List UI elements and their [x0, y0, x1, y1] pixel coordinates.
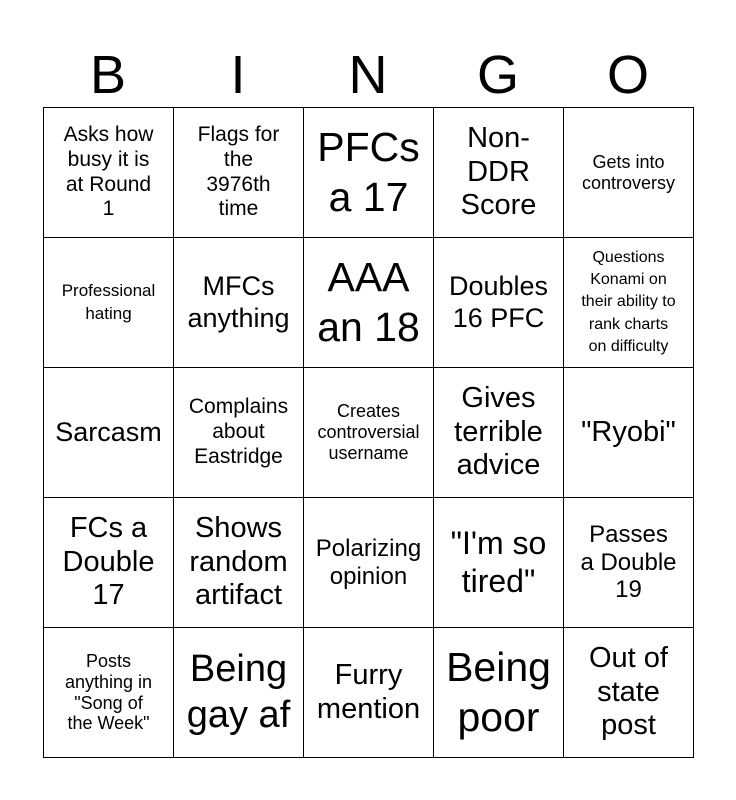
header-letter-g: G [476, 45, 519, 105]
bingo-cell-0-3: Non- DDR Score [434, 108, 564, 238]
bingo-cell-0-0: Asks how busy it is at Round 1 [44, 108, 174, 238]
header-letter-n: N [348, 45, 388, 105]
bingo-cell-3-1: Shows random artifact [174, 498, 304, 628]
header-letter-o: O [606, 45, 649, 105]
bingo-cell-0-4: Gets into controversy [564, 108, 694, 238]
bingo-cell-4-4: Out of state post [564, 628, 694, 758]
bingo-cell-3-2: Polarizing opinion [304, 498, 434, 628]
bingo-cell-2-1: Complains about Eastridge [174, 368, 304, 498]
bingo-cell-3-3: "I'm so tired" [434, 498, 564, 628]
bingo-cell-1-0: Professional hating [44, 238, 174, 368]
bingo-cell-3-0: FCs a Double 17 [44, 498, 174, 628]
header-letter-b: B [89, 45, 127, 105]
bingo-cell-4-1: Being gay af [174, 628, 304, 758]
bingo-cell-4-2: Furry mention [304, 628, 434, 758]
header-letter-i: I [230, 45, 246, 105]
bingo-cell-2-4: "Ryobi" [564, 368, 694, 498]
bingo-cell-2-0: Sarcasm [44, 368, 174, 498]
bingo-cell-2-2: Creates controversial username [304, 368, 434, 498]
bingo-cell-1-4: Questions Konami on their ability to rank charts on difficulty [564, 238, 694, 368]
bingo-cell-4-3: Being poor [434, 628, 564, 758]
bingo-cell-2-3: Gives terrible advice [434, 368, 564, 498]
bingo-cell-0-1: Flags for the 3976th time [174, 108, 304, 238]
bingo-cell-0-2: PFCs a 17 [304, 108, 434, 238]
bingo-cell-1-2: AAA an 18 [304, 238, 434, 368]
bingo-grid [43, 107, 694, 758]
bingo-cell-1-3: Doubles 16 PFC [434, 238, 564, 368]
bingo-cell-4-0: Posts anything in "Song of the Week" [44, 628, 174, 758]
bingo-header [43, 44, 693, 106]
bingo-cell-3-4: Passes a Double 19 [564, 498, 694, 628]
bingo-cell-1-1: MFCs anything [174, 238, 304, 368]
